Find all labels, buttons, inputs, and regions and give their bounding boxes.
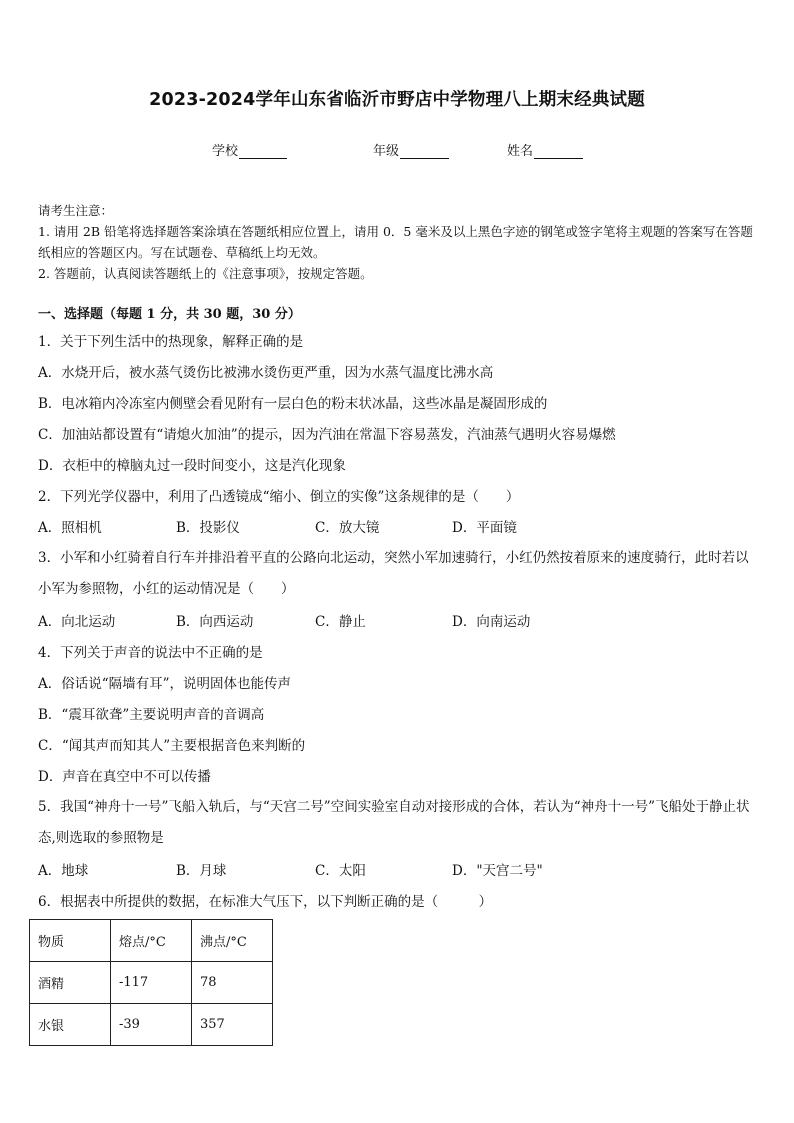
question-4-stem: 4．下列关于声音的说法中不正确的是: [38, 645, 263, 661]
table-row: [30, 1004, 273, 1046]
question-3-stem: 3．小军和小红骑着自行车并排沿着平直的公路向北运动，突然小军加速骑行，小红仍然按着原来的速度骑行，此时若以小军为参照物，小红的运动情况是（ ）: [38, 550, 749, 597]
question-1-option-c[interactable]: C．加油站都设置有“请熄火加油”的提示，因为汽油在常温下容易蒸发，汽油蒸气遇明火容易爆燃: [38, 427, 616, 443]
question-1-option-d[interactable]: D．衣柜中的樟脑丸过一段时间变小，这是汽化现象: [38, 458, 346, 474]
table-header-cell: 物质: [30, 920, 111, 962]
question-3-option-c[interactable]: C．静止: [315, 614, 366, 630]
grade-label: 年级: [373, 144, 400, 159]
question-1-option-a[interactable]: A．水烧开后，被水蒸气烫伤比被沸水烫伤更严重，因为水蒸气温度比沸水高: [38, 365, 494, 381]
question-3-option-b[interactable]: B．向西运动: [176, 614, 254, 630]
question-4-option-d[interactable]: D．声音在真空中不可以传播: [38, 769, 211, 785]
question-2-stem: 2．下列光学仪器中，利用了凸透镜成“缩小、倒立的实像”这条规律的是（ ）: [38, 489, 520, 505]
name-label: 姓名: [507, 144, 534, 159]
school-label: 学校: [212, 144, 239, 159]
grade-blank[interactable]: [400, 144, 449, 159]
table-cell: 酒精: [30, 962, 111, 1004]
question-5-option-a[interactable]: A．地球: [38, 863, 89, 879]
table-header-cell: 熔点/°C: [111, 920, 192, 962]
question-2-option-a[interactable]: A．照相机: [38, 520, 102, 536]
question-5-stem: 5．我国“神舟十一号”飞船入轨后，与“天宫二号”空间实验室自动对接形成的合体，若认为“神舟十一号”飞船处于静止状态,则选取的参照物是: [38, 799, 750, 846]
section-heading: 一、选择题（每题 1 分，共 30 题，30 分）: [38, 307, 301, 322]
question-4-option-b[interactable]: B．“震耳欲聋”主要说明声音的音调高: [38, 707, 265, 723]
question-3-option-d[interactable]: D．向南运动: [452, 614, 531, 630]
notice-item-1: 1. 请用 2B 铅笔将选择题答案涂填在答题纸相应位置上，请用 0．5 毫米及以上黑色字迹的钢笔或签字笔将主观题的答案写在答题纸相应的答题区内。写在试题卷、草稿纸上均无效。: [38, 224, 753, 260]
grade-field[interactable]: [373, 140, 449, 159]
question-2-option-d[interactable]: D．平面镜: [452, 520, 517, 536]
table-cell: -117: [111, 962, 192, 1004]
table-row: [30, 962, 273, 1004]
table-cell: -39: [111, 1004, 192, 1046]
notice-item-2: 2. 答题前，认真阅读答题纸上的《注意事项》，按规定答题。: [38, 266, 373, 281]
data-table: [29, 919, 273, 1046]
table-cell: 水银: [30, 1004, 111, 1046]
school-blank[interactable]: [239, 144, 287, 159]
question-2-option-b[interactable]: B．投影仪: [176, 520, 240, 536]
question-4-option-a[interactable]: A．俗话说“隔墙有耳”，说明固体也能传声: [38, 676, 292, 692]
question-1-option-b[interactable]: B．电冰箱内冷冻室内侧壁会看见附有一层白色的粉末状冰晶，这些冰晶是凝固形成的: [38, 396, 548, 412]
question-5-option-c[interactable]: C．太阳: [315, 863, 366, 879]
question-5-option-d[interactable]: D．"天宫二号": [452, 863, 543, 879]
question-5-option-b[interactable]: B．月球: [176, 863, 227, 879]
name-field[interactable]: [507, 140, 583, 159]
name-blank[interactable]: [534, 144, 583, 159]
table-header-cell: 沸点/°C: [192, 920, 273, 962]
school-field[interactable]: [212, 140, 287, 159]
question-6-stem: 6．根据表中所提供的数据，在标准大气压下，以下判断正确的是（ ）: [38, 894, 493, 910]
table-header-row: [30, 920, 273, 962]
question-4-option-c[interactable]: C．“闻其声而知其人”主要根据音色来判断的: [38, 738, 306, 754]
table-cell: 357: [192, 1004, 273, 1046]
student-info-row: [0, 140, 794, 160]
question-2-option-c[interactable]: C．放大镜: [315, 520, 380, 536]
notice-heading: 请考生注意：: [38, 203, 114, 218]
question-3-option-a[interactable]: A．向北运动: [38, 614, 116, 630]
question-1-stem: 1．关于下列生活中的热现象，解释正确的是: [38, 334, 304, 350]
page-title: 2023-2024学年山东省临沂市野店中学物理八上期末经典试题: [149, 90, 645, 110]
table-cell: 78: [192, 962, 273, 1004]
